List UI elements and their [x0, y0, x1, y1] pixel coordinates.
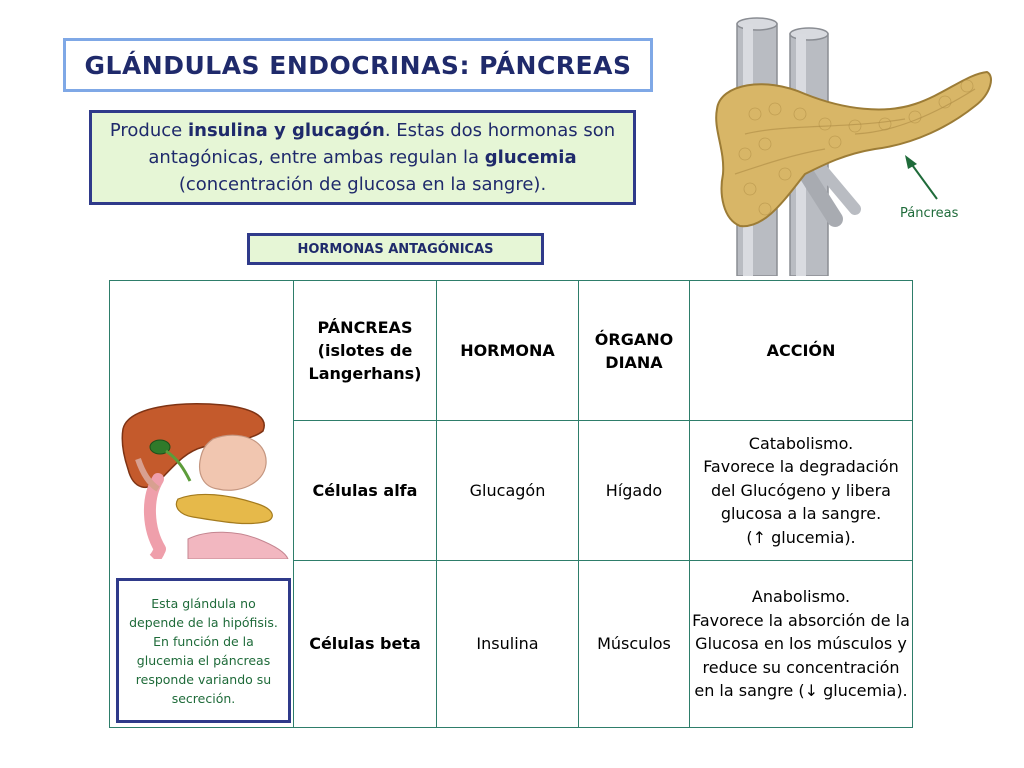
- accion-alfa-line-2: Favorece la degradación del Glucógeno y libera glucosa a la sangre.: [703, 457, 899, 524]
- header-accion: [690, 281, 913, 421]
- intro-part-1: Produce: [109, 120, 188, 141]
- pancreas-illustration: [705, 14, 995, 276]
- header-pancreas: [294, 281, 437, 421]
- pancreas-label: Páncreas: [900, 206, 959, 221]
- cell-organo-musculos: Músculos: [579, 560, 690, 727]
- illustration-column: [110, 281, 294, 728]
- header-pancreas-line-2: (islotes de: [317, 341, 413, 361]
- header-organo-line-1: ÓRGANO: [594, 329, 674, 349]
- cell-organo-higado: Hígado: [579, 421, 690, 560]
- header-organo: [579, 281, 690, 421]
- subtitle-box: [247, 233, 544, 265]
- accion-alfa-line-1: Catabolismo.: [748, 433, 854, 453]
- header-accion-label: ACCIÓN: [766, 341, 836, 361]
- cell-hormona-insulina: Insulina: [437, 560, 579, 727]
- note-text: Esta glándula no depende de la hipófisis. En función de la glucemia el páncreas responde variando su secreción.: [129, 595, 278, 706]
- page-title: GLÁNDULAS ENDOCRINAS: PÁNCREAS: [84, 50, 632, 80]
- header-organo-line-2: DIANA: [605, 352, 663, 372]
- intro-bold-glucemia: glucemia: [484, 147, 577, 168]
- cell-accion-alfa: [690, 421, 913, 560]
- accion-alfa-line-3: (↑ glucemia).: [746, 527, 856, 547]
- intro-part-2: . Estas dos hormonas son antagónicas, entre ambas regulan la: [148, 120, 616, 168]
- intro-text: [100, 117, 625, 198]
- subtitle: HORMONAS ANTAGÓNICAS: [297, 241, 494, 257]
- header-hormona: [437, 281, 579, 421]
- intro-part-3: (concentración de glucosa en la sangre).: [178, 174, 547, 195]
- table-header-row: [110, 281, 913, 421]
- hormone-table: [109, 280, 913, 728]
- cell-celulas-alfa: Células alfa: [294, 421, 437, 560]
- cell-accion-beta: [690, 560, 913, 727]
- header-hormona-label: HORMONA: [460, 341, 555, 361]
- accion-beta-line-1: Anabolismo.: [751, 587, 851, 607]
- accion-beta-line-2: Favorece la absorción de la Glucosa en los músculos y reduce su concentración en la sangre (↓ glucemia).: [692, 610, 910, 701]
- intro-box: [89, 110, 636, 205]
- title-box: [63, 38, 653, 92]
- intro-bold-hormones: insulina y glucagón: [187, 120, 385, 141]
- cell-celulas-beta: Células beta: [294, 560, 437, 727]
- header-pancreas-line-1: PÁNCREAS: [317, 318, 413, 338]
- header-pancreas-line-3: Langerhans): [308, 364, 422, 384]
- digestive-organs-illustration: [118, 399, 290, 559]
- note-box: [116, 578, 291, 723]
- cell-hormona-glucagon: Glucagón: [437, 421, 579, 560]
